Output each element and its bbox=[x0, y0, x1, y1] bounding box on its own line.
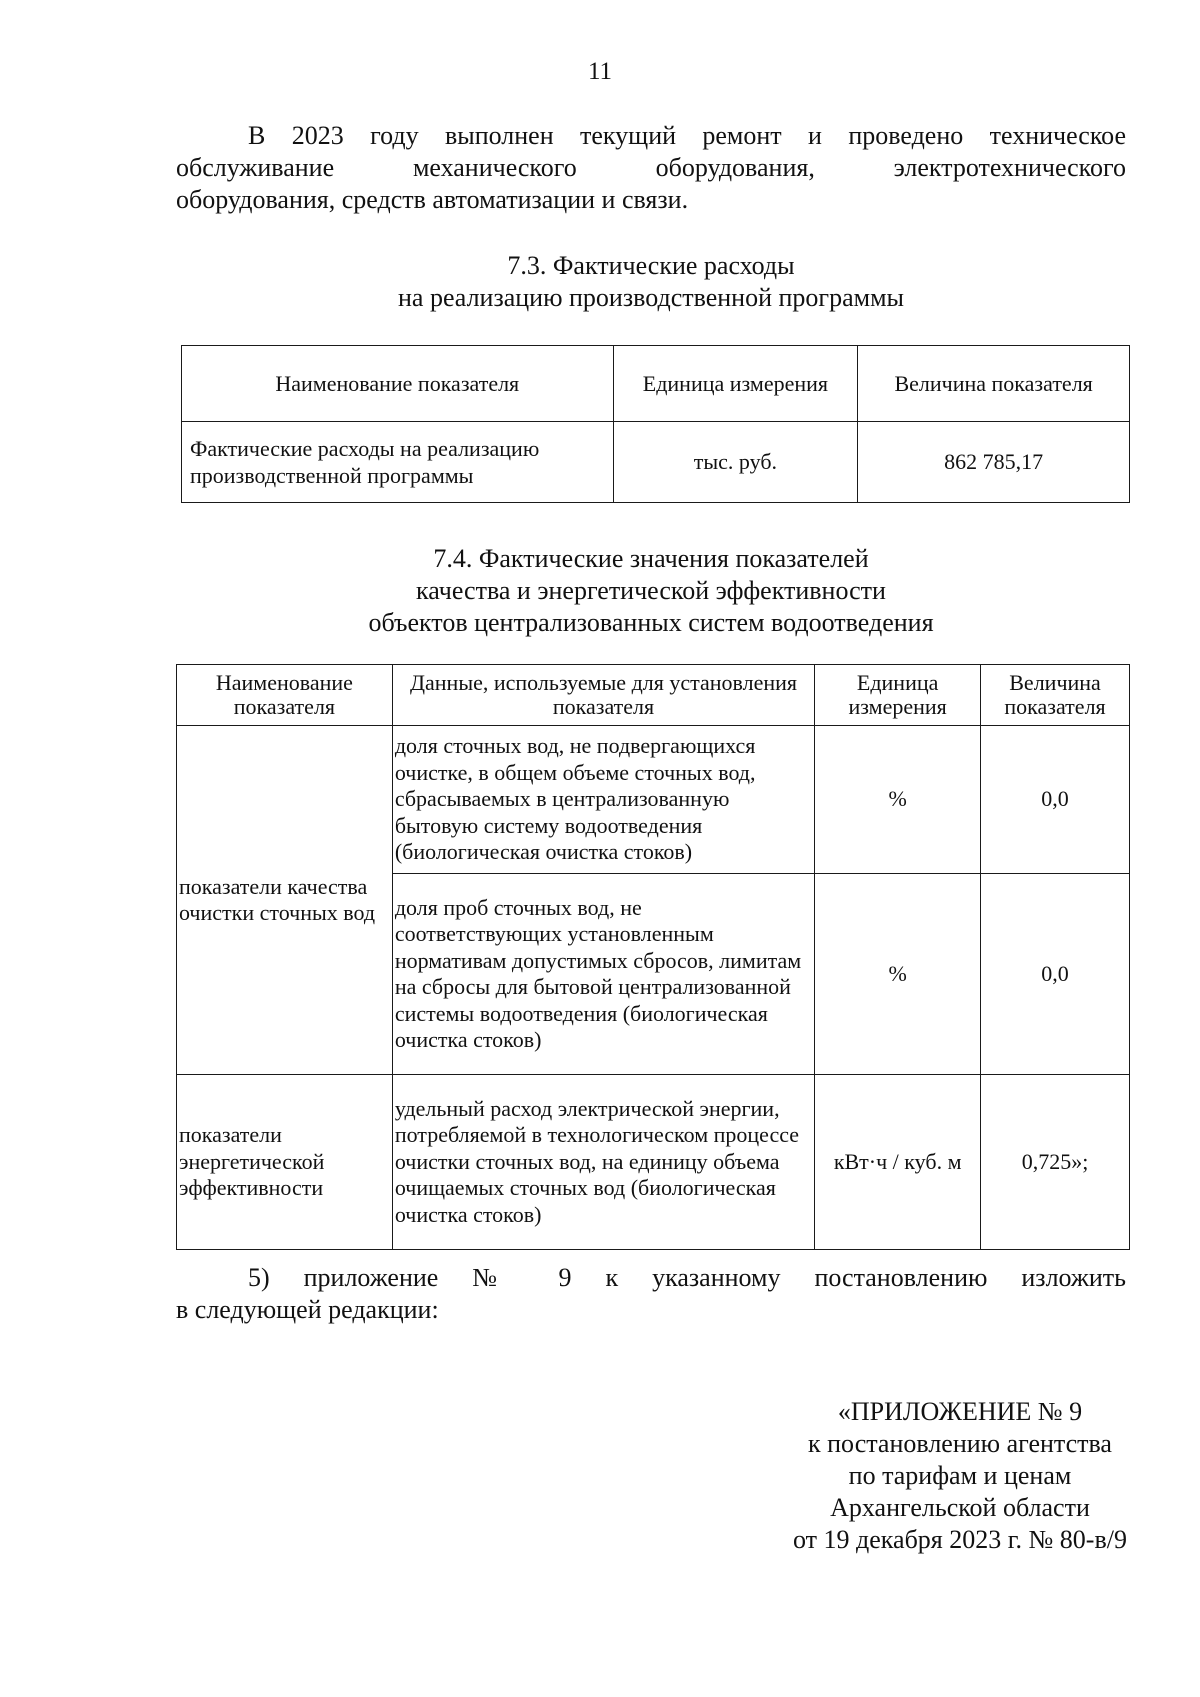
quality-row-2-unit-cell: % bbox=[815, 874, 981, 1075]
quality-row-1-data-cell: доля сточных вод, не подвергающихся очистке, в общем объеме сточных вод, сбрасываемых в централизованную бытовую систему водоотведения (биологическая очистка стоков) bbox=[392, 726, 814, 874]
page-number: 11 bbox=[587, 58, 613, 85]
appendix-line-3: по тарифам и ценам bbox=[848, 1461, 1072, 1490]
section-7-4-title-line-2: качества и энергетической эффективности bbox=[416, 576, 886, 605]
table-row bbox=[177, 1075, 1130, 1250]
indicators-table bbox=[176, 664, 1130, 1250]
expenses-header-name: Наименование показателя bbox=[182, 346, 614, 422]
expenses-header-value: Величина показателя bbox=[858, 346, 1130, 422]
energy-row-unit-cell: кВт·ч / куб. м bbox=[815, 1075, 981, 1250]
quality-row-2-data-cell: доля проб сточных вод, не соответствующих установленным нормативам допустимых сбросов, лимитам на сбросы для бытовой централизованной системы водоотведения (биологическая очистка стоков) bbox=[392, 874, 814, 1075]
appendix-title: «ПРИЛОЖЕНИЕ № 9 bbox=[837, 1397, 1083, 1426]
section-7-3-title-line-1: 7.3. Фактические расходы bbox=[507, 251, 795, 280]
table-row bbox=[177, 726, 1130, 874]
expenses-value-cell: 862 785,17 bbox=[858, 422, 1130, 503]
expenses-table-header-row bbox=[182, 346, 1130, 422]
expenses-name-cell: Фактические расходы на реализацию производственной программы bbox=[182, 422, 614, 503]
indicators-header-data: Данные, используемые для установления показателя bbox=[392, 665, 814, 726]
indicators-header-unit: Единица измерения bbox=[815, 665, 981, 726]
energy-row-data-cell: удельный расход электрической энергии, потребляемой в технологическом процессе очистки сточных вод, на единицу объема очищаемых сточных вод (биологическая очистка стоков) bbox=[392, 1075, 814, 1250]
indicators-table-header-row bbox=[177, 665, 1130, 726]
appendix-line-4: Архангельской области bbox=[830, 1493, 1090, 1522]
appendix-line-2: к постановлению агентства bbox=[808, 1429, 1112, 1458]
expenses-unit-cell: тыс. руб. bbox=[613, 422, 858, 503]
energy-row-value-cell: 0,725»; bbox=[981, 1075, 1130, 1250]
indicators-header-value: Величина показателя bbox=[981, 665, 1130, 726]
quality-row-2-value-cell: 0,0 bbox=[981, 874, 1130, 1075]
quality-group-name-cell: показатели качества очистки сточных вод bbox=[177, 726, 393, 1075]
intro-line-2: обслуживание механического оборудования, электротехнического bbox=[176, 153, 1126, 182]
appendix-block bbox=[740, 1396, 1180, 1556]
intro-line-1: В 2023 году выполнен текущий ремонт и проведено техническое bbox=[248, 121, 1126, 150]
table-row bbox=[182, 422, 1130, 503]
appendix-line-5: от 19 декабря 2023 г. № 80-в/9 bbox=[793, 1525, 1127, 1554]
section-7-3-title-line-2: на реализацию производственной программы bbox=[397, 283, 904, 312]
quality-row-1-value-cell: 0,0 bbox=[981, 726, 1130, 874]
energy-group-name-cell: показатели энергетической эффективности bbox=[177, 1075, 393, 1250]
section-7-4-title-line-3: объектов централизованных систем водоотведения bbox=[368, 608, 934, 637]
item-5-line-1: 5) приложение № 9 к указанному постановлению изложить bbox=[248, 1263, 1126, 1292]
quality-row-1-unit-cell: % bbox=[815, 726, 981, 874]
item-5-line-2: в следующей редакции: bbox=[176, 1295, 439, 1324]
expenses-table bbox=[181, 345, 1130, 503]
expenses-header-unit: Единица измерения bbox=[613, 346, 858, 422]
intro-line-3: оборудования, средств автоматизации и связи. bbox=[176, 185, 689, 214]
indicators-header-name: Наименование показателя bbox=[177, 665, 393, 726]
section-7-4-title-line-1: 7.4. Фактические значения показателей bbox=[433, 544, 869, 573]
